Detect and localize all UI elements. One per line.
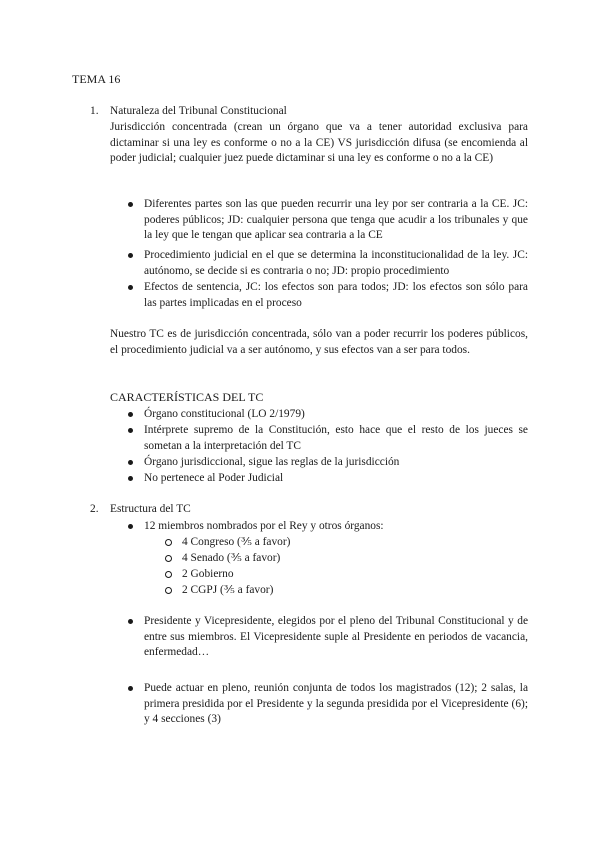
list-item <box>144 407 528 423</box>
bullet-icon <box>128 253 133 258</box>
bullet-icon <box>128 686 133 691</box>
bullet-icon <box>128 460 133 465</box>
list-item <box>144 423 528 454</box>
list-item <box>144 614 528 661</box>
section-2-number: 2. <box>90 503 99 515</box>
bullet-icon <box>128 412 133 417</box>
sub-list-item-text: 2 CGPJ (⅗ a favor) <box>182 584 274 596</box>
section-1-paragraph: Nuestro TC es de jurisdicción concentrada, sólo van a poder recurrir los poderes públicos, el procedimiento judicial va a ser autónomo, y sus efectos van a ser para todos. <box>110 328 528 356</box>
sub-list-item-text: 2 Gobierno <box>182 568 234 580</box>
list-item-text: Diferentes partes son las que pueden recurrir una ley por ser contraria a la CE. JC: poderes públicos; JD: cualquier persona que tenga que acudir a los tribunales y que la ley que le tengan que aplicar sea contraria a la CE <box>144 198 528 242</box>
circle-bullet-icon <box>165 587 172 594</box>
list-item-text: Órgano jurisdiccional, sigue las reglas de la jurisdicción <box>144 456 400 468</box>
list-item-text: Puede actuar en pleno, reunión conjunta de todos los magistrados (12); 2 salas, la primera presidida por el Presidente y la segunda presidida por el Vicepresidente (6); y 4 secciones (3) <box>144 682 528 726</box>
bullet-icon <box>128 285 133 290</box>
list-item <box>144 197 528 244</box>
list-item-text: No pertenece al Poder Judicial <box>144 472 284 484</box>
list-item <box>144 455 528 471</box>
section-1-heading: Naturaleza del Tribunal Constitucional <box>110 105 287 117</box>
list-item <box>144 280 528 311</box>
bullet-icon <box>128 476 133 481</box>
section-1-number: 1. <box>90 105 99 117</box>
circle-bullet-icon <box>165 555 172 562</box>
list-item <box>144 248 528 279</box>
sub-list-item <box>182 535 482 551</box>
sub-list-item-text: 4 Senado (⅗ a favor) <box>182 552 281 564</box>
list-item-text: 12 miembros nombrados por el Rey y otros órganos: <box>144 520 384 532</box>
list-item-text: Procedimiento judicial en el que se determina la inconstitucionalidad de la ley. JC: autónomo, se decide si es contraria o no; JD: propio procedimiento <box>144 249 528 277</box>
sub-list-item <box>182 567 482 583</box>
characteristics-heading: CARACTERÍSTICAS DEL TC <box>110 390 264 404</box>
bullet-icon <box>128 619 133 624</box>
list-item-text: Intérprete supremo de la Constitución, esto hace que el resto de los jueces se sometan a la interpretación del TC <box>144 424 528 452</box>
bullet-icon <box>128 524 133 529</box>
list-item <box>144 681 528 728</box>
bullet-icon <box>128 428 133 433</box>
list-item-text: Efectos de sentencia, JC: los efectos son para todos; JD: los efectos son sólo para las partes implicadas en el proceso <box>144 281 528 309</box>
bullet-icon <box>128 202 133 207</box>
section-2-heading: Estructura del TC <box>110 503 191 515</box>
sub-list-item <box>182 551 482 567</box>
list-item <box>144 519 528 535</box>
sub-list-item-text: 4 Congreso (⅗ a favor) <box>182 536 291 548</box>
sub-list-item <box>182 583 482 599</box>
list-item <box>144 471 528 487</box>
circle-bullet-icon <box>165 539 172 546</box>
page-title: TEMA 16 <box>72 72 121 86</box>
list-item-text: Órgano constitucional (LO 2/1979) <box>144 408 305 420</box>
section-1-intro: Jurisdicción concentrada (crean un órgano que va a tener autoridad exclusiva para dictaminar si una ley es conforme o no a la CE) VS jurisdicción difusa (se encomienda al poder judicial; cualquier juez puede dictaminar si una ley es conforme o no a la CE) <box>110 121 528 165</box>
list-item-text: Presidente y Vicepresidente, elegidos por el pleno del Tribunal Constitucional y de entre sus miembros. El Vicepresidente suple al Presidente en periodos de vacancia, enfermedad… <box>144 615 528 659</box>
circle-bullet-icon <box>165 571 172 578</box>
